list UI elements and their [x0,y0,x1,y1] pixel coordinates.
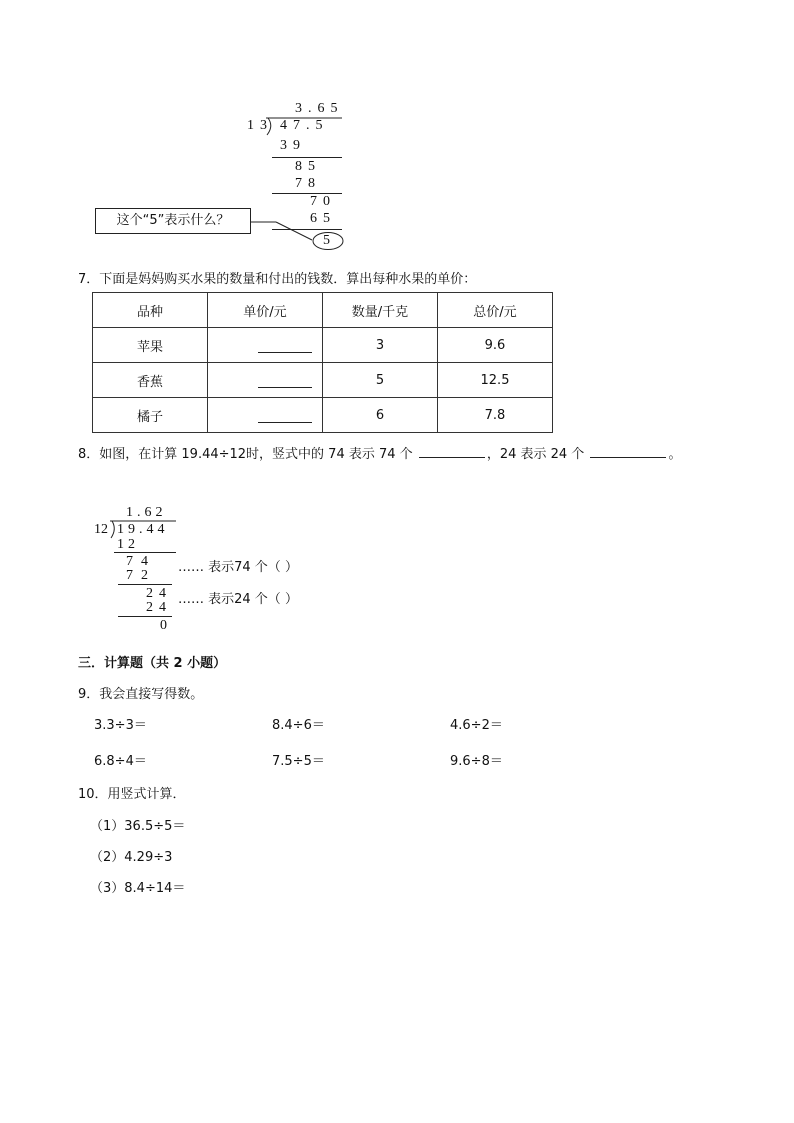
step-85: 85 [295,159,321,174]
quotient: 3.65 [295,101,344,116]
remainder: 5 [323,233,330,248]
q9-item: 4.6÷2＝ [450,718,503,733]
answer-blank[interactable] [419,445,485,458]
header-cell: 总价/元 [438,293,553,328]
q8-text-a: 8．如图，在计算 19.44÷12时，竖式中的 74 表示 74 个 [78,447,413,462]
fruit-price-table [92,292,553,433]
answer-blank[interactable] [258,375,312,388]
q8-text-c: 。 [668,447,682,462]
quantity: 6 [323,398,438,433]
fruit-name: 香蕉 [93,363,208,398]
q10-item: （2）4.29÷3 [90,850,173,865]
rule [118,584,172,585]
q9-item: 7.5÷5＝ [272,754,325,769]
q9-item: 9.6÷8＝ [450,754,503,769]
step-12: 12 [117,537,139,552]
step-72: 72 [126,568,156,583]
q9-item: 6.8÷4＝ [94,754,147,769]
answer-blank[interactable] [590,445,666,458]
q9-prompt: 9．我会直接写得数。 [78,687,204,702]
step-39: 39 [280,138,306,153]
unit-price-cell [208,363,323,398]
section-title: 三．计算题（共 2 小题） [78,656,227,671]
divisor: 13 [247,118,273,133]
table-row [93,363,553,398]
callout-box [95,208,251,234]
q9-item: 8.4÷6＝ [272,718,325,733]
step-65: 65 [310,211,336,226]
answer-blank[interactable] [258,340,312,353]
callout-connector [250,218,320,248]
q7-prompt: 7．下面是妈妈购买水果的数量和付出的钱数．算出每种水果的单价： [78,272,477,287]
header-cell: 品种 [93,293,208,328]
unit-price-cell [208,398,323,433]
callout-text: 这个“5”表示什么？ [116,213,230,228]
step-0: 0 [160,618,167,633]
q10-item: （1）36.5÷5＝ [90,819,186,834]
step-78: 78 [295,176,321,191]
table-row [93,398,553,433]
rule [118,616,172,617]
dividend: 19.44 [117,522,169,537]
note-74: …… 表示74 个（ ） [178,560,298,575]
q8-text-b: ，24 表示 24 个 [486,447,585,462]
dividend: 47.5 [280,118,329,133]
rule [272,157,342,158]
fruit-name: 苹果 [93,328,208,363]
rule [114,552,176,553]
q10-item: （3）8.4÷14＝ [90,881,186,896]
q10-prompt: 10．用竖式计算． [78,787,186,802]
divisor: 12 [94,522,108,537]
header-cell: 数量/千克 [323,293,438,328]
quotient: 1.62 [126,505,167,520]
table-header-row [93,293,553,328]
step-24b: 24 [146,600,172,615]
header-cell: 单价/元 [208,293,323,328]
answer-blank[interactable] [258,410,312,423]
total-price: 9.6 [438,328,553,363]
note-24: …… 表示24 个（ ） [178,592,298,607]
step-70: 70 [310,194,336,209]
quantity: 5 [323,363,438,398]
unit-price-cell [208,328,323,363]
q8-prompt [78,443,681,462]
step-24a: 24 [146,586,172,601]
quantity: 3 [323,328,438,363]
total-price: 12.5 [438,363,553,398]
total-price: 7.8 [438,398,553,433]
q9-item: 3.3÷3＝ [94,718,147,733]
table-row [93,328,553,363]
fruit-name: 橘子 [93,398,208,433]
step-74: 74 [126,554,156,569]
